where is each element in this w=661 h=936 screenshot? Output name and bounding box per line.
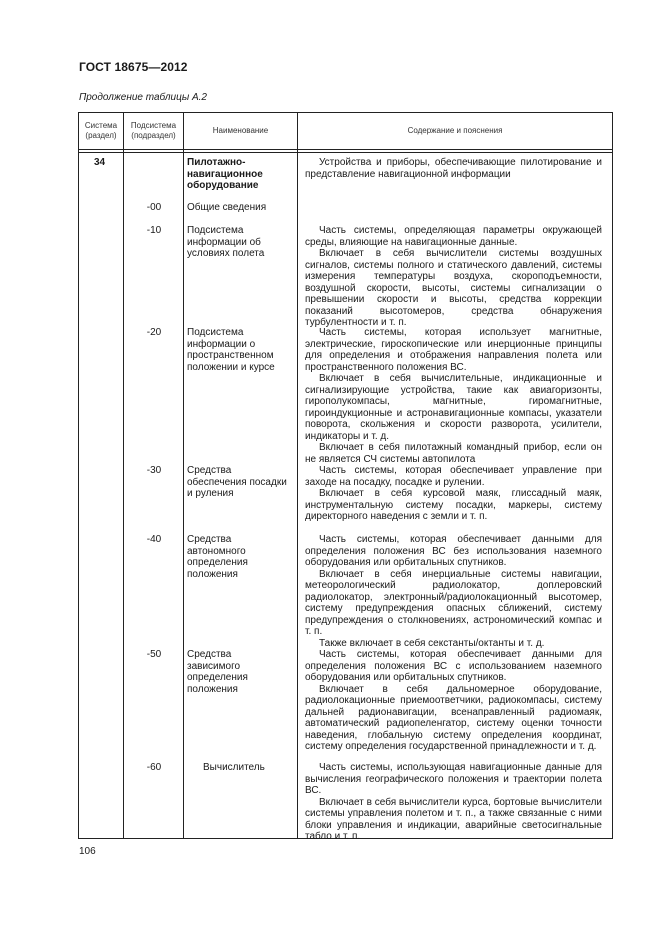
page-number: 106 [79, 846, 96, 857]
column-divider [297, 113, 298, 838]
system-code: 34 [94, 157, 106, 168]
row-description: Устройства и приборы, обеспечивающие пилотирование и представление навигационной информации [305, 157, 602, 180]
subsystem-code: -50 [146, 649, 162, 660]
row-description: Часть системы, которая обеспечивает данными для определения положения ВС с использованием наземного оборудования или орбитальных спутников. Включает в себя дальномерное оборудование, радиолокационные приемоответчики, радиокомпасы, систему дальней радионавигации, всенаправленный радиомаяк, автоматический радиопеленгатор, систему оценки точности наведения, глобальную систему определения координат, систему определения государственной принадлежности и т. д. [305, 649, 602, 752]
row-description: Часть системы, использующая навигационные данные для вычисления географического положения и траектории полета ВС. Включает в себя вычислители курса, бортовые вычислители системы управления полетом и т. п., а также связанные с ними блоки управления и индикации, аварийные светосигнальные табло и т. п. [305, 762, 602, 842]
subsystem-code: -40 [146, 534, 162, 545]
column-header-content: Содержание и пояснения [407, 126, 503, 135]
row-description: Часть системы, которая обеспечивает управление при заходе на посадку, посадке и рулении. Включает в себя курсовой маяк, глиссадный маяк, инструментальную систему посадки, маркеры, систему директорного наведения с земли и т. п. [305, 465, 602, 522]
classification-table [78, 112, 613, 842]
row-description: Часть системы, которая использует магнитные, электрические, гироскопические или инерционные принципы для определения и отображения направления полета или пространственного положения ВС. Включает в себя вычислительные, индикационные и сигнализирующие устройства, такие как авиагоризонты, гирополукомпасы, магнитные, гиромагнитные, гироиндукционные и астронавигационные компасы, указатели поворота, скольжения и скорости разворота, усилители, индикаторы и т. д. Включает в себя пилотажный командный прибор, если он не является СЧ системы автопилота [305, 327, 602, 465]
subsystem-code: -30 [146, 465, 162, 476]
column-header-system: Система (раздел) [84, 121, 118, 140]
column-header-name: Наименование [212, 126, 269, 135]
subsystem-code: -00 [146, 202, 162, 213]
row-name: Средства зависимого определения положения [187, 649, 248, 695]
subsystem-code: -10 [146, 225, 162, 236]
subsystem-code: -20 [146, 327, 162, 338]
row-name: Общие сведения [187, 202, 267, 213]
document-code: ГОСТ 18675—2012 [79, 60, 188, 74]
column-header-subsystem: Подсистема (подраздел) [130, 121, 177, 140]
header-divider [79, 149, 612, 150]
header-divider [79, 152, 612, 153]
subsystem-code: -60 [146, 762, 162, 773]
table-continuation-caption: Продолжение таблицы А.2 [79, 92, 207, 103]
row-name: Пилотажно-навигационное оборудование [187, 157, 263, 191]
row-description: Часть системы, которая обеспечивает данными для определения положения ВС без использования наземного оборудования или орбитальных спутников. Включает в себя инерциальные системы навигации, метеорологический радиолокатор, доплеровский радиолокатор, электронный/радиолокационный высотомер, систему предупреждения опасных сближений, систему предупреждения о столкновениях, астрономический компас и т. п. Также включает в себя секстанты/октанты и т. д. [305, 534, 602, 649]
row-name: Средства автономного определения положения [187, 534, 248, 580]
row-name: Средства обеспечения посадки и руления [187, 465, 287, 499]
row-name: Подсистема информации об условиях полета [187, 225, 265, 259]
row-name: Подсистема информации о пространственном положении и курсе [187, 327, 275, 373]
row-name: Вычислитель [203, 762, 265, 773]
row-description: Часть системы, определяющая параметры окружающей среды, влияющие на навигационные данные. Включает в себя вычислители системы воздушных сигналов, системы полного и статического давлений, системы измерения температуры воздуха, скороподъемности, воздушной скорости, высоты, системы сигнализации о превышении скорости и высоты, средства коррекции показаний высотомеров, средства обнаружения турбулентности и т. п. [305, 225, 602, 328]
